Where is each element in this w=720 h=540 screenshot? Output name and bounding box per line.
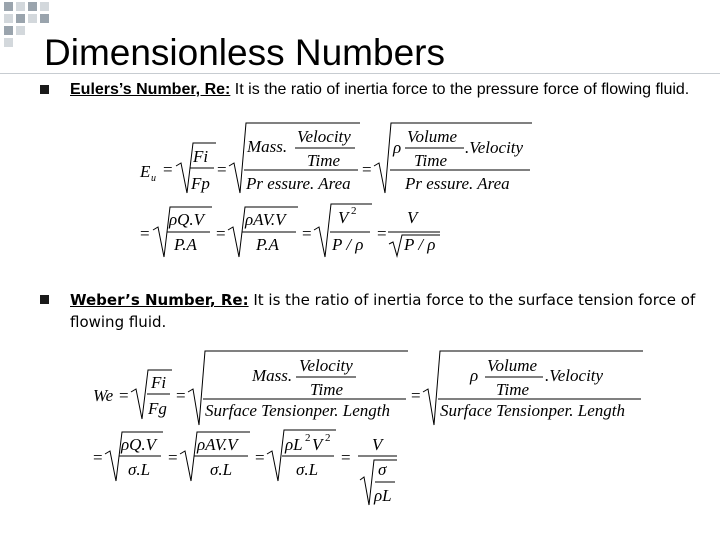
weber-sigma-l-3: σ.L: [296, 460, 319, 479]
euler-fp: Fp: [191, 174, 210, 193]
euler-p-over-rho: P / ρ: [332, 235, 364, 254]
weber-time-2: Time: [496, 380, 530, 399]
w-eq-1: =: [119, 386, 129, 405]
weber-rho: ρ: [470, 366, 479, 385]
w-eq-2: =: [176, 386, 186, 405]
weber-rho-l: ρL: [285, 435, 303, 454]
euler-heading: Eulers’s Number, Re:: [70, 81, 231, 98]
weber-fi: Fi: [151, 373, 167, 392]
euler-time-2: Time: [414, 151, 448, 170]
weber-surface-tension-2: Surface Tensionper. Length: [440, 401, 625, 420]
weber-v-exp: 2: [325, 432, 331, 444]
euler-p-a: P.A: [174, 235, 197, 254]
weber-surface-tension: Surface Tensionper. Length: [205, 401, 390, 420]
weber-fg: Fg: [148, 399, 167, 418]
w-eq-4: =: [93, 448, 103, 467]
weber-velocity: Velocity: [299, 356, 353, 375]
euler-pressure-area-2: Pr essure. Area: [405, 174, 510, 193]
weber-v-part: V: [312, 435, 323, 454]
eq-2: =: [217, 160, 227, 179]
w-eq-6: =: [255, 448, 265, 467]
euler-rho-a-v-v: ρAV.V: [245, 210, 286, 229]
weber-sigma-l-2: σ.L: [210, 460, 233, 479]
w-eq-7: =: [341, 448, 351, 467]
weber-v: V: [372, 435, 383, 454]
euler-rho-q-v: ρQ.V: [169, 210, 205, 229]
euler-description: It is the ratio of inertia force to the pressure force of flowing fluid.: [230, 81, 690, 98]
eq-7: =: [377, 224, 387, 243]
weber-volume: Volume: [487, 356, 538, 375]
weber-heading: Weber’s Number, Re:: [70, 291, 249, 309]
weber-dot-velocity: .Velocity: [545, 366, 604, 385]
weber-rho-l-2: ρL: [374, 486, 392, 505]
euler-volume: Volume: [407, 127, 458, 146]
euler-dot-velocity: .Velocity: [465, 138, 524, 157]
w-eq-3: =: [411, 386, 421, 405]
euler-mass: Mass.: [247, 137, 288, 156]
weber-sigma: σ: [378, 460, 387, 479]
w-eq-5: =: [168, 448, 178, 467]
euler-p-over-rho-2: P / ρ: [404, 235, 436, 254]
euler-lhs: E: [140, 162, 151, 181]
euler-pressure-area: Pr essure. Area: [246, 174, 351, 193]
euler-v-sq: V: [338, 208, 349, 227]
weber-mass: Mass.: [252, 366, 293, 385]
eq-6: =: [302, 224, 312, 243]
euler-v: V: [407, 208, 418, 227]
eq-4: =: [140, 224, 150, 243]
euler-lhs-sub: u: [151, 173, 156, 184]
weber-rho-q-v: ρQ.V: [121, 435, 157, 454]
weber-description: It is the ratio of inertia force to the surface tension force of flowing fluid.: [70, 291, 696, 331]
euler-sq-exp: 2: [351, 205, 357, 217]
euler-fi: Fi: [193, 147, 209, 166]
eq-3: =: [362, 160, 372, 179]
euler-velocity: Velocity: [297, 127, 351, 146]
weber-l-exp: 2: [305, 432, 311, 444]
eq-5: =: [216, 224, 226, 243]
weber-lhs: We: [93, 386, 114, 405]
weber-sigma-l: σ.L: [128, 460, 151, 479]
euler-rho: ρ: [393, 138, 402, 157]
euler-p-a-2: P.A: [256, 235, 279, 254]
eq-1: =: [163, 160, 173, 179]
weber-time: Time: [310, 380, 344, 399]
weber-rho-a-v-v: ρAV.V: [197, 435, 238, 454]
euler-time: Time: [307, 151, 341, 170]
slide-title: Dimensionless Numbers: [44, 32, 445, 73]
